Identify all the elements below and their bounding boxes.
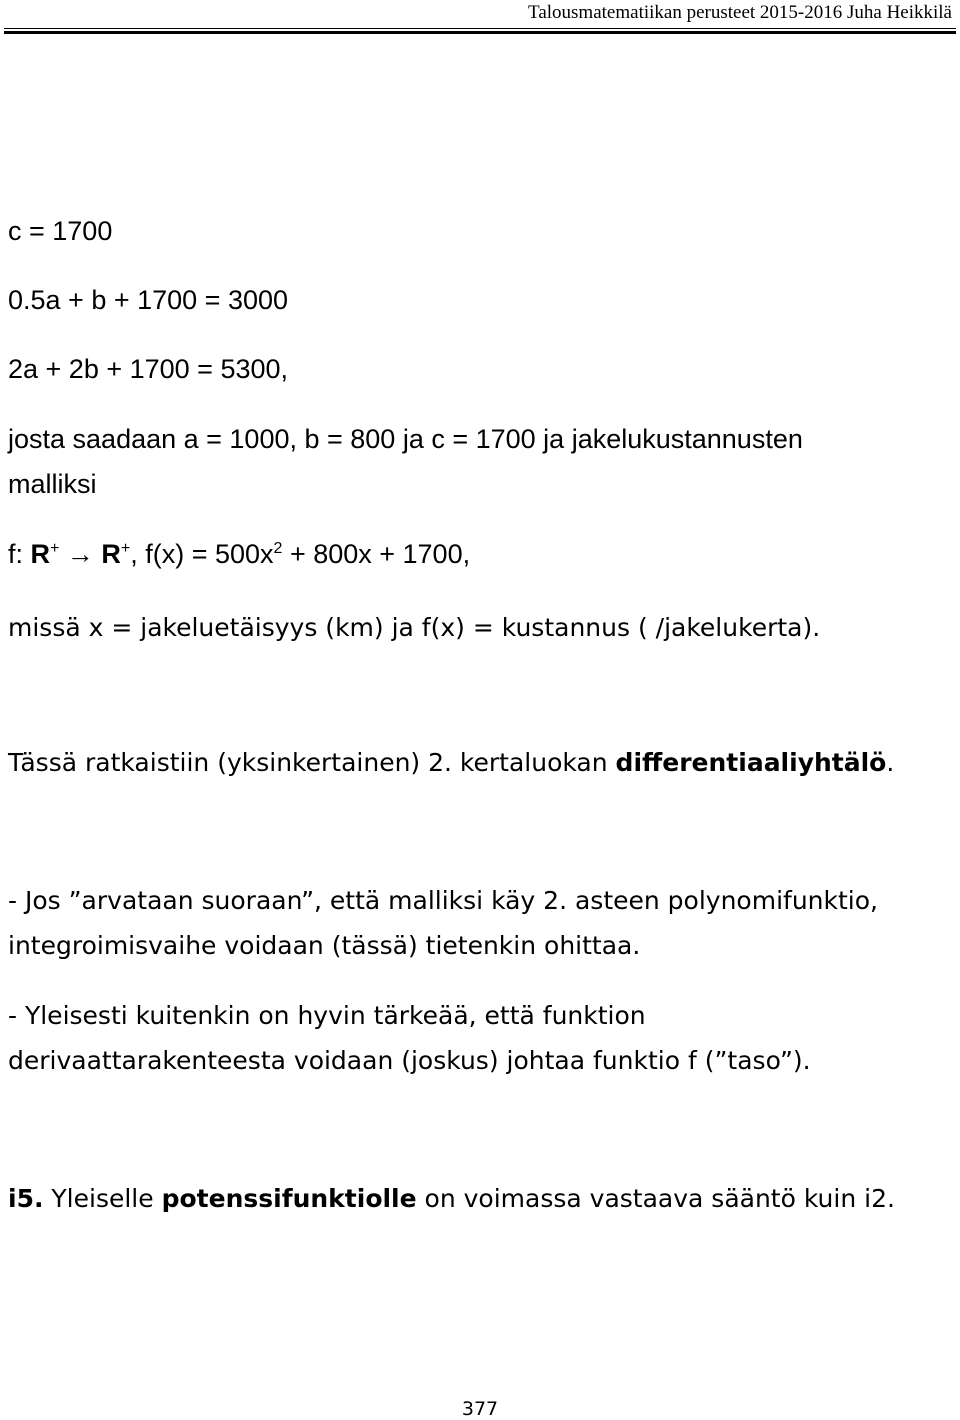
formula-start: , f(x) = 500x <box>130 539 274 569</box>
note-2-line-2: derivaattarakenteesta voidaan (joskus) johtaa funktio f (”taso”). <box>8 1046 811 1075</box>
formula-power: 2 <box>273 540 283 557</box>
model-prefix: f: <box>8 539 31 569</box>
note-2-line-1: - Yleisesti kuitenkin on hyvin tärkeää, että funktion <box>8 1001 646 1030</box>
summary-text: Tässä ratkaistiin (yksinkertainen) 2. kertaluokan <box>8 748 616 777</box>
variable-definition: missä x = jakeluetäisyys (km) ja f(x) = kustannus ( /jakelukerta). <box>8 613 821 642</box>
summary-line <box>8 747 894 779</box>
codomain-superscript: + <box>120 540 131 557</box>
rule-i5 <box>8 1183 895 1215</box>
solution-line-2: malliksi <box>8 469 97 499</box>
summary-bold-term: differentiaaliyhtälö <box>615 748 887 777</box>
note-1-line-1: - Jos ”arvataan suoraan”, että malliksi käy 2. asteen polynomifunktio, <box>8 886 878 915</box>
header-rule <box>4 28 956 34</box>
mapping-arrow: → <box>59 539 102 569</box>
rule-i5-text-start: Yleiselle <box>43 1184 162 1213</box>
rule-i5-bold-term: potenssifunktiolle <box>161 1184 417 1213</box>
domain-superscript: + <box>50 540 60 557</box>
rule-i5-label: i5. <box>8 1184 44 1213</box>
solution-line-1: josta saadaan a = 1000, b = 800 ja c = 1700 ja jakelukustannusten <box>8 424 803 454</box>
page-number: 377 <box>461 1398 499 1420</box>
model-function-line <box>8 538 470 570</box>
rule-i5-text-end: on voimassa vastaava sääntö kuin i2. <box>416 1184 895 1213</box>
domain-symbol: R <box>30 539 51 569</box>
c-value-line: c = 1700 <box>8 216 113 246</box>
summary-end: . <box>886 748 895 777</box>
formula-end: + 800x + 1700, <box>282 539 471 569</box>
codomain-symbol: R <box>101 539 121 569</box>
note-1-line-2: integroimisvaihe voidaan (tässä) tietenkin ohittaa. <box>8 931 641 960</box>
equation-2: 2a + 2b + 1700 = 5300, <box>8 354 289 384</box>
equation-1: 0.5a + b + 1700 = 3000 <box>8 285 289 315</box>
running-header: Talousmatematiikan perusteet 2015-2016 Juha Heikkilä <box>528 2 952 23</box>
